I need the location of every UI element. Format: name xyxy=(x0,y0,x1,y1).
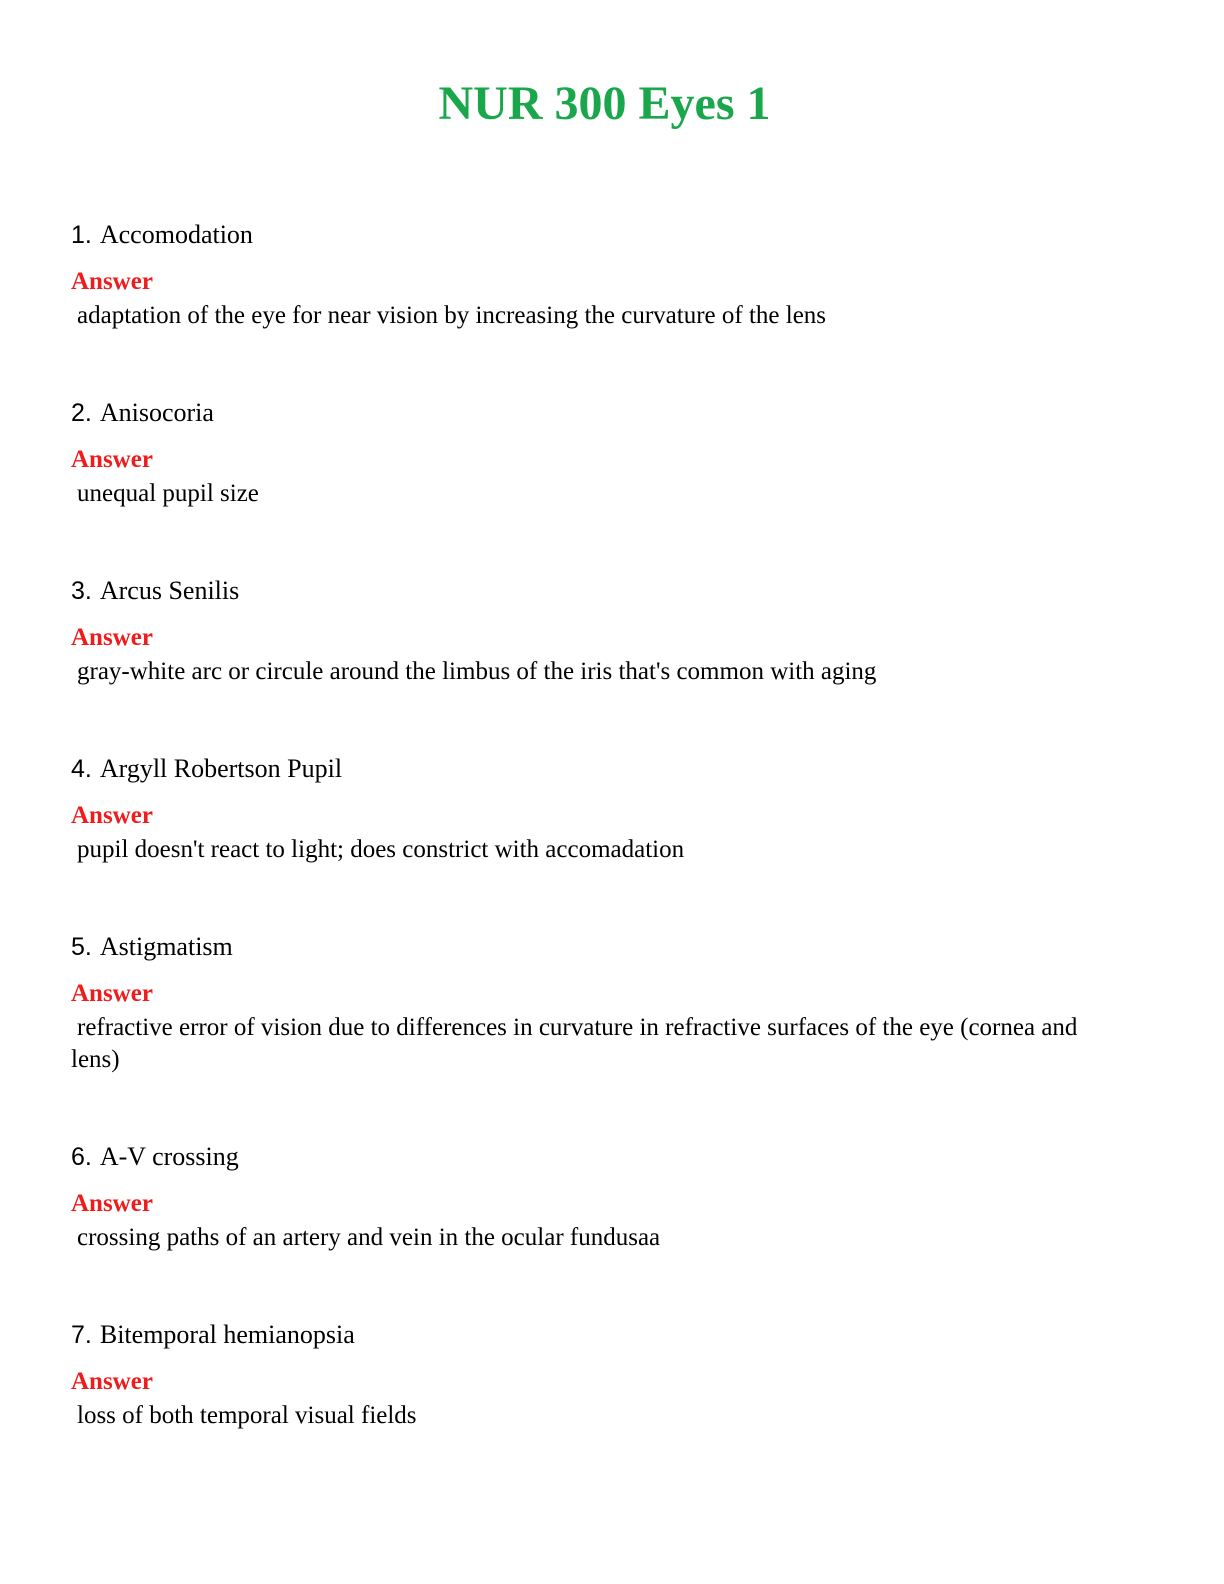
question-number: 1. xyxy=(71,221,92,249)
question-term: Argyll Robertson Pupil xyxy=(99,754,343,783)
answer-text: gray-white arc or circule around the limbus of the iris that's common with aging xyxy=(77,658,877,685)
question-line xyxy=(71,754,1151,784)
answer-text: unequal pupil size xyxy=(77,480,259,507)
question-term: Bitemporal hemianopsia xyxy=(99,1320,355,1349)
question-item xyxy=(71,576,1151,685)
answer-label: Answer xyxy=(71,1190,153,1217)
question-term: Anisocoria xyxy=(99,398,214,427)
question-item xyxy=(71,220,1151,329)
question-item xyxy=(71,754,1151,863)
question-term: Accomodation xyxy=(99,220,253,249)
question-number: 3. xyxy=(71,577,92,605)
question-number: 6. xyxy=(71,1143,92,1171)
question-item xyxy=(71,932,1151,1073)
answer-label: Answer xyxy=(71,268,153,295)
question-line xyxy=(71,1320,1151,1350)
answer-text: refractive error of vision due to differences in curvature in refractive surfaces of the eye (cornea and lens) xyxy=(71,1014,1078,1073)
question-number: 7. xyxy=(71,1321,92,1349)
answer-label: Answer xyxy=(71,1368,153,1395)
question-line xyxy=(71,1142,1151,1172)
question-number: 5. xyxy=(71,933,92,961)
question-line xyxy=(71,398,1151,428)
page-title: NUR 300 Eyes 1 xyxy=(438,77,771,130)
answer-label: Answer xyxy=(71,802,153,829)
question-term: Arcus Senilis xyxy=(99,576,240,605)
answer-text: loss of both temporal visual fields xyxy=(77,1402,417,1429)
answer-text: adaptation of the eye for near vision by increasing the curvature of the lens xyxy=(77,302,827,329)
question-number: 4. xyxy=(71,755,92,783)
answer-label: Answer xyxy=(71,980,153,1007)
answer-label: Answer xyxy=(71,624,153,651)
answer-label: Answer xyxy=(71,446,153,473)
question-term: A-V crossing xyxy=(99,1142,239,1171)
question-line xyxy=(71,576,1151,606)
question-line xyxy=(71,220,1151,250)
answer-text: crossing paths of an artery and vein in the ocular fundusaa xyxy=(77,1224,661,1251)
question-item xyxy=(71,398,1151,507)
question-item xyxy=(71,1320,1151,1429)
question-term: Astigmatism xyxy=(99,932,233,961)
question-number: 2. xyxy=(71,399,92,427)
question-item xyxy=(71,1142,1151,1251)
question-line xyxy=(71,932,1151,962)
answer-text: pupil doesn't react to light; does constrict with accomadation xyxy=(77,836,685,863)
